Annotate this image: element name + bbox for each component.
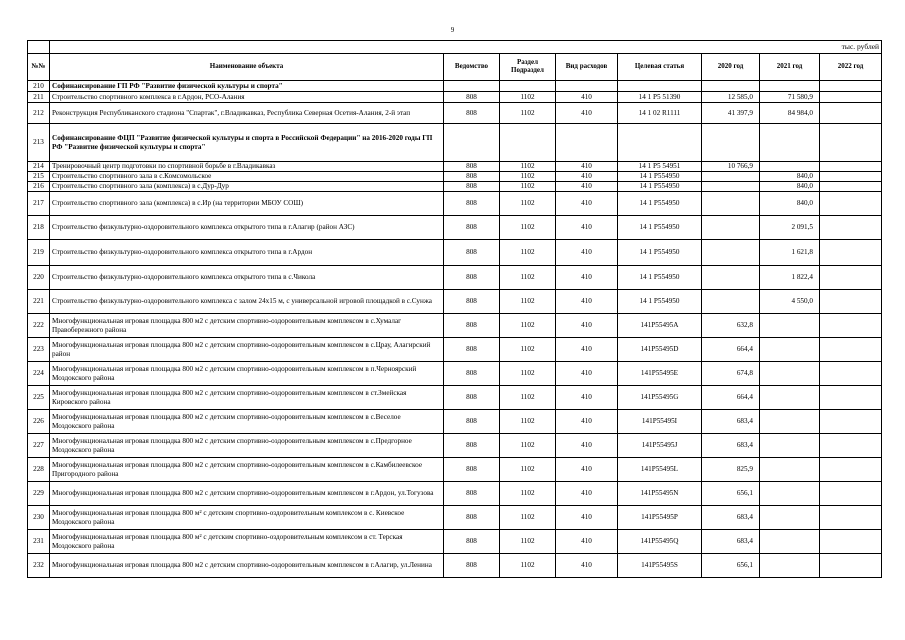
department-code: 808 <box>444 386 500 410</box>
section-code: 1102 <box>500 482 556 506</box>
expense-type-code: 410 <box>556 162 618 172</box>
expense-type-code: 410 <box>556 482 618 506</box>
section-code: 1102 <box>500 554 556 578</box>
target-article: 14 1 P554950 <box>618 182 702 192</box>
row-num: 219 <box>28 240 50 266</box>
section-code: 1102 <box>500 192 556 216</box>
section-code: 1102 <box>500 182 556 192</box>
section-code: 1102 <box>500 103 556 124</box>
value-2020 <box>702 266 760 290</box>
value-2021: 840,0 <box>760 182 820 192</box>
expense-type-code: 410 <box>556 458 618 482</box>
value-2020 <box>702 182 760 192</box>
row-num: 228 <box>28 458 50 482</box>
department-code: 808 <box>444 182 500 192</box>
header-name: Наименование объекта <box>50 54 444 81</box>
section-code: 1102 <box>500 386 556 410</box>
department-code: 808 <box>444 482 500 506</box>
target-article <box>618 124 702 162</box>
target-article: 141P55495A <box>618 314 702 338</box>
expense-type-code: 410 <box>556 290 618 314</box>
target-article: 141P55495D <box>618 338 702 362</box>
department-code: 808 <box>444 434 500 458</box>
value-2020: 12 585,0 <box>702 92 760 103</box>
object-name: Строительство спортивного зала (комплекса) в с.Ир (на территории МБОУ СОШ) <box>50 192 444 216</box>
value-2021 <box>760 410 820 434</box>
department-code: 808 <box>444 338 500 362</box>
value-2021 <box>760 81 820 92</box>
row-num: 212 <box>28 103 50 124</box>
value-2021 <box>760 362 820 386</box>
object-name: Строительство спортивного зала в с.Комсомольское <box>50 172 444 182</box>
header-2020: 2020 год <box>702 54 760 81</box>
value-2021 <box>760 554 820 578</box>
department-code: 808 <box>444 290 500 314</box>
section-code: 1102 <box>500 216 556 240</box>
row-num: 224 <box>28 362 50 386</box>
table-row <box>28 434 882 458</box>
value-2020 <box>702 216 760 240</box>
row-num: 216 <box>28 182 50 192</box>
table-row <box>28 192 882 216</box>
department-code: 808 <box>444 554 500 578</box>
section-code: 1102 <box>500 338 556 362</box>
target-article: 14 1 P554950 <box>618 172 702 182</box>
header-num: №№ <box>28 54 50 81</box>
value-2022 <box>820 290 882 314</box>
section-code <box>500 81 556 92</box>
object-name: Многофункциональная игровая площадка 800 м2 с детским спортивно-оздоровительным комплексом в г.Ардон, ул.Тогузова <box>50 482 444 506</box>
header-2022: 2022 год <box>820 54 882 81</box>
value-2021 <box>760 530 820 554</box>
department-code: 808 <box>444 192 500 216</box>
value-2022 <box>820 506 882 530</box>
department-code: 808 <box>444 266 500 290</box>
section-code: 1102 <box>500 362 556 386</box>
budget-table <box>27 40 882 578</box>
object-name: Многофункциональная игровая площадка 800 м2 с детским спортивно-оздоровительным комплексом в г.Алагир, ул.Ленина <box>50 554 444 578</box>
department-code: 808 <box>444 103 500 124</box>
table-row <box>28 124 882 162</box>
units-label: тыс. рублей <box>50 41 882 54</box>
target-article: 14 1 02 R1111 <box>618 103 702 124</box>
section-code: 1102 <box>500 162 556 172</box>
value-2022 <box>820 182 882 192</box>
value-2022 <box>820 240 882 266</box>
value-2022 <box>820 314 882 338</box>
object-name: Многофункциональная игровая площадка 800 м² с детским спортивно-оздоровительным комплексом в с. Киевское Моздокского района <box>50 506 444 530</box>
section-code: 1102 <box>500 314 556 338</box>
expense-type-code: 410 <box>556 240 618 266</box>
object-name: Многофункциональная игровая площадка 800 м2 с детским спортивно-оздоровительным комплексом в с.Црау, Алагирский район <box>50 338 444 362</box>
value-2020 <box>702 290 760 314</box>
expense-type-code: 410 <box>556 410 618 434</box>
value-2021 <box>760 386 820 410</box>
table-row <box>28 216 882 240</box>
table-row <box>28 314 882 338</box>
table-row <box>28 338 882 362</box>
section-code: 1102 <box>500 92 556 103</box>
value-2022 <box>820 482 882 506</box>
object-name: Многофункциональная игровая площадка 800 м2 с детским спортивно-оздоровительным комплексом в с.Хумалаг Правобережного района <box>50 314 444 338</box>
expense-type-code: 410 <box>556 216 618 240</box>
value-2022 <box>820 362 882 386</box>
object-name: Многофункциональная игровая площадка 800 м2 с детским спортивно-оздоровительным комплексом в с.Веселое Моздокского района <box>50 410 444 434</box>
object-name: Строительство физкультурно-оздоровительного комплекса открытого типа в г.Алагир (район АЗС) <box>50 216 444 240</box>
value-2020: 656,1 <box>702 554 760 578</box>
section-code: 1102 <box>500 458 556 482</box>
value-2021: 840,0 <box>760 192 820 216</box>
target-article: 141P55495G <box>618 386 702 410</box>
object-name: Многофункциональная игровая площадка 800 м2 с детским спортивно-оздоровительным комплексом в ст.Змейская Кировского района <box>50 386 444 410</box>
header-expense-type: Вид расходов <box>556 54 618 81</box>
value-2022 <box>820 172 882 182</box>
table-row <box>28 266 882 290</box>
object-name: Реконструкция Республиканского стадиона "Спартак", г.Владикавказ, Республика Северная Осетия-Алания, 2-й этап <box>50 103 444 124</box>
object-name: Строительство физкультурно-оздоровительного комплекса с залом 24х15 м, с универсальной игровой площадкой в с.Сунжа <box>50 290 444 314</box>
department-code: 808 <box>444 162 500 172</box>
object-name: Софинансирование ФЦП "Развитие физической культуры и спорта в Российской Федерации" на 2016-2020 годы ГП РФ "Развитие физической культуры и спорта" <box>50 124 444 162</box>
department-code: 808 <box>444 530 500 554</box>
value-2021 <box>760 506 820 530</box>
target-article: 14 1 P554950 <box>618 266 702 290</box>
target-article: 141P55495P <box>618 506 702 530</box>
section-code: 1102 <box>500 530 556 554</box>
target-article: 14 1 P5 51390 <box>618 92 702 103</box>
department-code: 808 <box>444 92 500 103</box>
expense-type-code: 410 <box>556 92 618 103</box>
value-2021 <box>760 482 820 506</box>
expense-type-code: 410 <box>556 554 618 578</box>
row-num: 230 <box>28 506 50 530</box>
department-code <box>444 124 500 162</box>
table-row <box>28 182 882 192</box>
value-2021: 4 550,0 <box>760 290 820 314</box>
header-section: Раздел Подраздел <box>500 54 556 81</box>
object-name: Многофункциональная игровая площадка 800 м² с детским спортивно-оздоровительным комплексом в ст. Терская Моздокского района <box>50 530 444 554</box>
expense-type-code: 410 <box>556 314 618 338</box>
table-row <box>28 81 882 92</box>
target-article: 141P55495S <box>618 554 702 578</box>
object-name: Строительство спортивного зала (комплекса) в с.Дур-Дур <box>50 182 444 192</box>
target-article: 14 1 P5 54951 <box>618 162 702 172</box>
object-name: Строительство физкультурно-оздоровительного комплекса открытого типа в г.Ардон <box>50 240 444 266</box>
row-num: 226 <box>28 410 50 434</box>
value-2021 <box>760 314 820 338</box>
department-code: 808 <box>444 240 500 266</box>
target-article: 141P55495I <box>618 410 702 434</box>
section-code: 1102 <box>500 434 556 458</box>
department-code: 808 <box>444 172 500 182</box>
table-row <box>28 506 882 530</box>
value-2020: 656,1 <box>702 482 760 506</box>
value-2021: 1 621,8 <box>760 240 820 266</box>
table-row <box>28 482 882 506</box>
expense-type-code: 410 <box>556 362 618 386</box>
section-code: 1102 <box>500 290 556 314</box>
value-2022 <box>820 216 882 240</box>
target-article: 141P55495Q <box>618 530 702 554</box>
header-target: Целевая статья <box>618 54 702 81</box>
value-2020 <box>702 81 760 92</box>
table-row <box>28 162 882 172</box>
value-2022 <box>820 81 882 92</box>
page-number: 9 <box>450 26 455 34</box>
department-code: 808 <box>444 410 500 434</box>
value-2020 <box>702 240 760 266</box>
object-name: Софинансирование ГП РФ "Развитие физической культуры и спорта" <box>50 81 444 92</box>
value-2020: 41 397,9 <box>702 103 760 124</box>
value-2021: 840,0 <box>760 172 820 182</box>
expense-type-code: 410 <box>556 386 618 410</box>
value-2020: 664,4 <box>702 386 760 410</box>
target-article: 141P55495J <box>618 434 702 458</box>
value-2021 <box>760 458 820 482</box>
value-2022 <box>820 124 882 162</box>
expense-type-code: 410 <box>556 506 618 530</box>
row-num: 217 <box>28 192 50 216</box>
expense-type-code: 410 <box>556 530 618 554</box>
row-num: 215 <box>28 172 50 182</box>
value-2022 <box>820 338 882 362</box>
target-article: 141P55495E <box>618 362 702 386</box>
table-row <box>28 240 882 266</box>
object-name: Строительство физкультурно-оздоровительного комплекса открытого типа в с.Чикола <box>50 266 444 290</box>
department-code <box>444 81 500 92</box>
header-row <box>28 54 882 81</box>
expense-type-code: 410 <box>556 192 618 216</box>
value-2020: 632,8 <box>702 314 760 338</box>
department-code: 808 <box>444 314 500 338</box>
value-2021 <box>760 124 820 162</box>
row-num: 232 <box>28 554 50 578</box>
expense-type-code: 410 <box>556 172 618 182</box>
table-row <box>28 172 882 182</box>
section-code: 1102 <box>500 266 556 290</box>
row-num: 213 <box>28 124 50 162</box>
target-article: 141P55495L <box>618 458 702 482</box>
value-2022 <box>820 434 882 458</box>
expense-type-code: 410 <box>556 266 618 290</box>
department-code: 808 <box>444 362 500 386</box>
value-2020: 825,9 <box>702 458 760 482</box>
value-2020: 674,8 <box>702 362 760 386</box>
expense-type-code <box>556 124 618 162</box>
value-2020 <box>702 172 760 182</box>
value-2021: 1 822,4 <box>760 266 820 290</box>
header-2021: 2021 год <box>760 54 820 81</box>
target-article <box>618 81 702 92</box>
table-row <box>28 103 882 124</box>
target-article: 14 1 P554950 <box>618 192 702 216</box>
header-dept: Ведомство <box>444 54 500 81</box>
value-2022 <box>820 530 882 554</box>
table-row <box>28 458 882 482</box>
value-2021: 2 091,5 <box>760 216 820 240</box>
value-2021: 84 984,0 <box>760 103 820 124</box>
target-article: 14 1 P554950 <box>618 240 702 266</box>
section-code <box>500 124 556 162</box>
department-code: 808 <box>444 506 500 530</box>
object-name: Тренировочный центр подготовки по спортивной борьбе в г.Владикавказ <box>50 162 444 172</box>
value-2022 <box>820 162 882 172</box>
row-num: 222 <box>28 314 50 338</box>
section-code: 1102 <box>500 172 556 182</box>
value-2022 <box>820 410 882 434</box>
row-num: 211 <box>28 92 50 103</box>
row-num: 220 <box>28 266 50 290</box>
value-2022 <box>820 92 882 103</box>
value-2020: 683,4 <box>702 506 760 530</box>
row-num: 231 <box>28 530 50 554</box>
expense-type-code: 410 <box>556 182 618 192</box>
value-2020: 683,4 <box>702 530 760 554</box>
object-name: Многофункциональная игровая площадка 800 м2 с детским спортивно-оздоровительным комплексом в с.Предгорное Моздокского района <box>50 434 444 458</box>
section-code: 1102 <box>500 506 556 530</box>
target-article: 14 1 P554950 <box>618 290 702 314</box>
expense-type-code: 410 <box>556 338 618 362</box>
object-name: Многофункциональная игровая площадка 800 м2 с детским спортивно-оздоровительным комплексом в п.Черноярский Моздокского района <box>50 362 444 386</box>
row-num: 227 <box>28 434 50 458</box>
expense-type-code <box>556 81 618 92</box>
table-row <box>28 92 882 103</box>
value-2021 <box>760 338 820 362</box>
object-name: Строительство спортивного комплекса в г.Ардон, РСО-Алания <box>50 92 444 103</box>
row-num: 210 <box>28 81 50 92</box>
table-row <box>28 362 882 386</box>
department-code: 808 <box>444 458 500 482</box>
value-2020 <box>702 124 760 162</box>
value-2022 <box>820 458 882 482</box>
value-2022 <box>820 554 882 578</box>
value-2020: 683,4 <box>702 410 760 434</box>
object-name: Многофункциональная игровая площадка 800 м2 с детским спортивно-оздоровительным комплексом в с.Камбилеевское Пригородного района <box>50 458 444 482</box>
table-row <box>28 410 882 434</box>
row-num: 225 <box>28 386 50 410</box>
value-2020: 10 766,9 <box>702 162 760 172</box>
expense-type-code: 410 <box>556 434 618 458</box>
units-row <box>28 41 882 54</box>
table-row <box>28 290 882 314</box>
table-row <box>28 530 882 554</box>
row-num: 218 <box>28 216 50 240</box>
target-article: 14 1 P554950 <box>618 216 702 240</box>
section-code: 1102 <box>500 240 556 266</box>
value-2022 <box>820 192 882 216</box>
target-article: 141P55495N <box>618 482 702 506</box>
value-2021: 71 580,9 <box>760 92 820 103</box>
value-2022 <box>820 386 882 410</box>
value-2021 <box>760 162 820 172</box>
row-num: 223 <box>28 338 50 362</box>
value-2022 <box>820 103 882 124</box>
value-2020 <box>702 192 760 216</box>
section-code: 1102 <box>500 410 556 434</box>
expense-type-code: 410 <box>556 103 618 124</box>
row-num: 221 <box>28 290 50 314</box>
department-code: 808 <box>444 216 500 240</box>
value-2020: 683,4 <box>702 434 760 458</box>
table-row <box>28 554 882 578</box>
table-row <box>28 386 882 410</box>
row-num: 214 <box>28 162 50 172</box>
value-2022 <box>820 266 882 290</box>
row-num: 229 <box>28 482 50 506</box>
value-2020: 664,4 <box>702 338 760 362</box>
value-2021 <box>760 434 820 458</box>
